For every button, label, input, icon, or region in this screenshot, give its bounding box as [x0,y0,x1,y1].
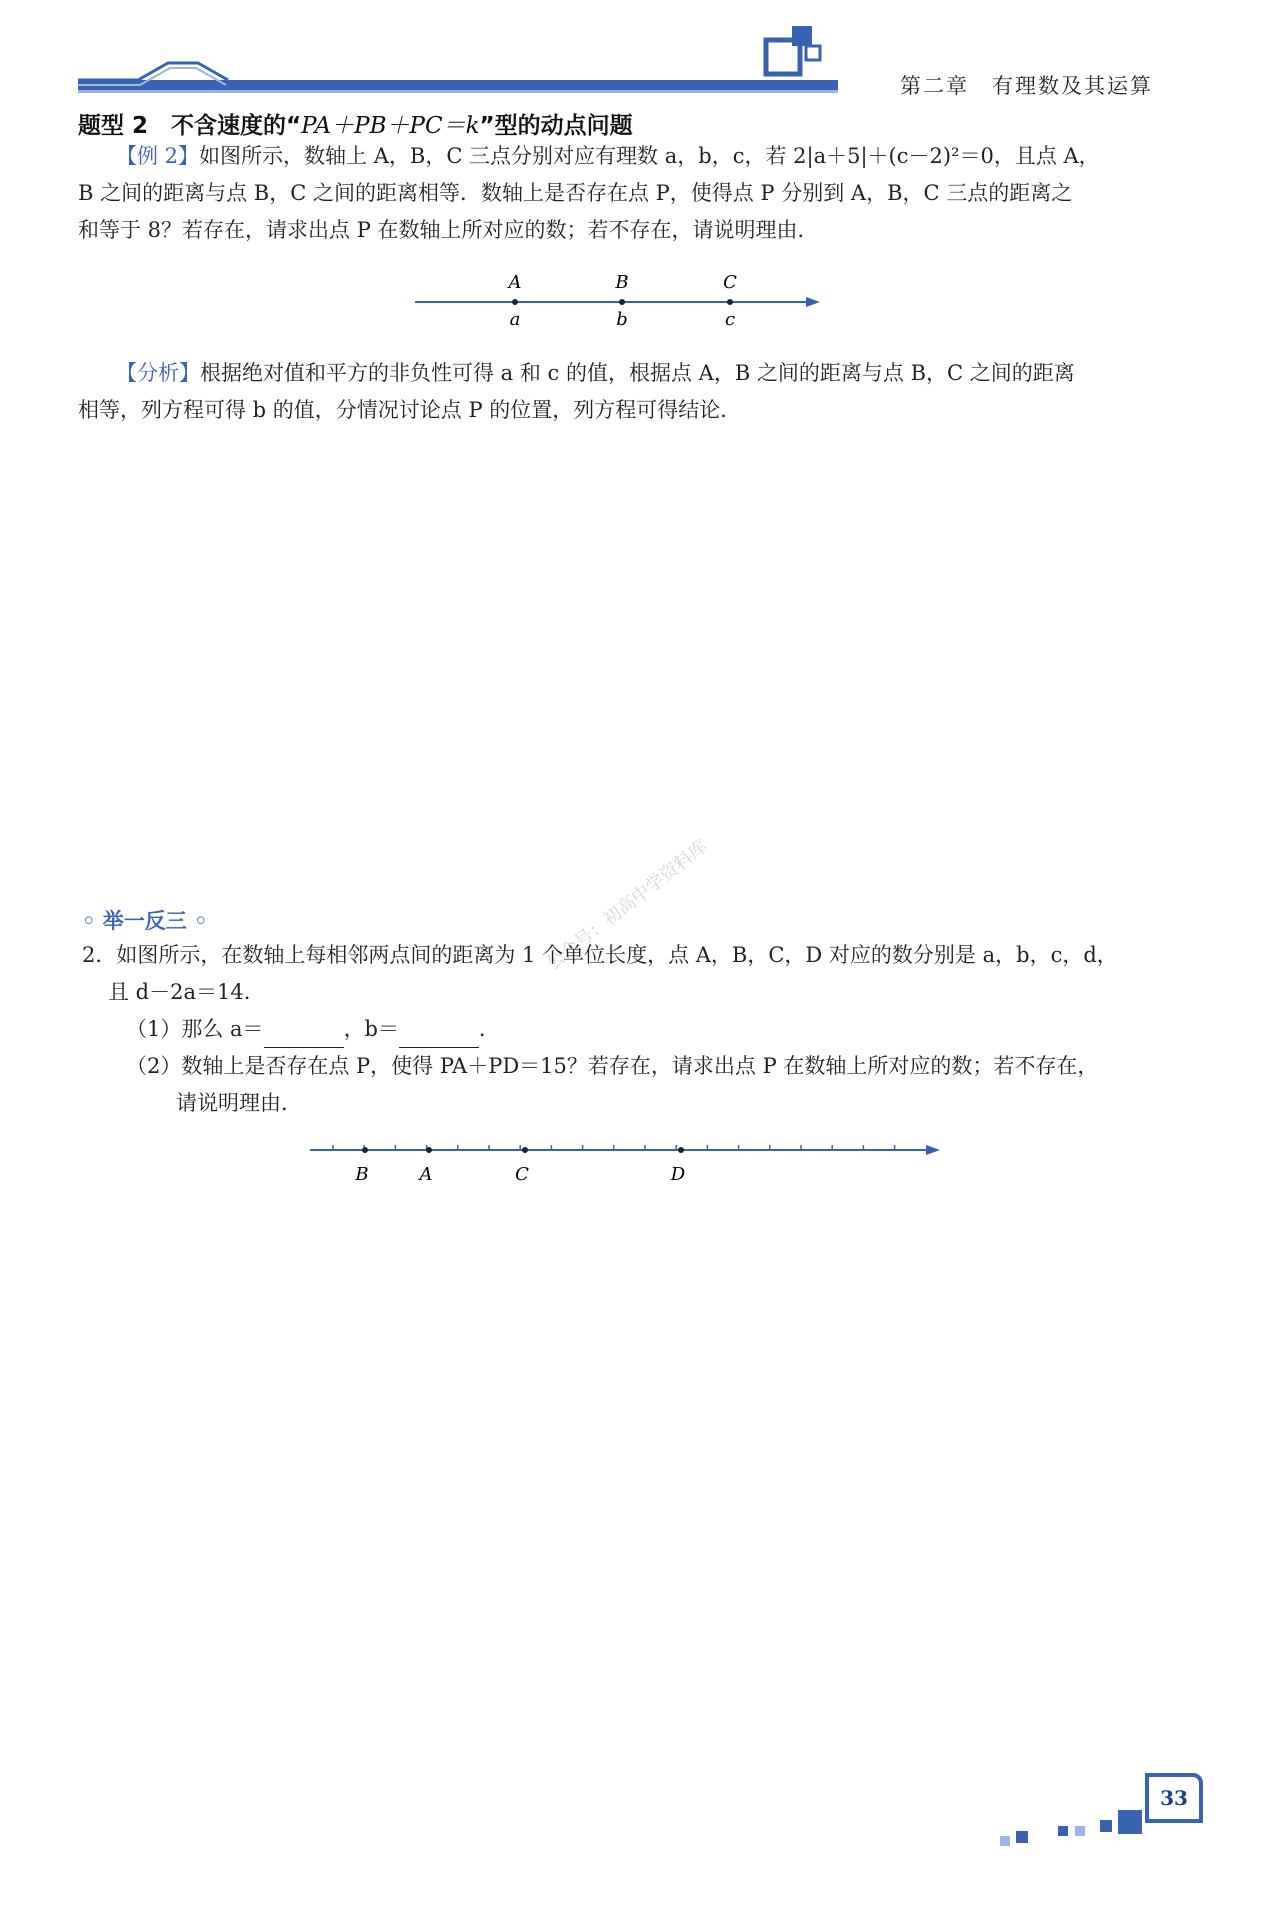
point-c-label: C [723,272,737,293]
footer-square [1000,1836,1010,1846]
point-b-label: B [615,272,629,293]
example-line-2: B 之间的距离与点 B，C 之间的距离相等．数轴上是否存在点 P，使得点 P 分别到 A，B，C 三点的距离之 [78,181,1073,205]
point-a-2 [418,1147,433,1185]
point-d-2-label: D [670,1164,686,1185]
point-a-2-label: A [419,1164,433,1185]
analysis-tag: 【分析】 [116,361,200,385]
practice-q2-line-1: （2）数轴上是否存在点 P，使得 PA＋PD＝15？若存在，请求出点 P 在数轴上所对应的数；若不存在， [126,1054,1099,1078]
example-tag: 【例 2】 [116,144,200,168]
footer-square [1058,1826,1068,1836]
practice-line-1 [78,937,1158,974]
practice-problem [78,937,1158,1122]
footer-square [1075,1826,1085,1836]
chapter-title: 第二章 有理数及其运算 [900,74,1153,98]
footer-square [1100,1820,1112,1832]
analysis-text-1: 根据绝对值和平方的非负性可得 a 和 c 的值，根据点 A，B 之间的距离与点 B，C 之间的距离 [200,361,1075,385]
page-number: 33 [1145,1773,1203,1823]
footer-square [1016,1831,1028,1843]
footer-square [1118,1810,1142,1834]
practice-line-2: 且 d－2a＝14． [108,980,265,1004]
analysis [78,355,1158,429]
point-c-2 [515,1147,529,1185]
answer-blank-b[interactable] [399,1023,479,1048]
section-title [78,107,633,140]
number-line-figure-2 [305,1130,945,1190]
point-c-2-label: C [515,1164,529,1185]
header-square-logo [760,22,830,82]
example-line-3: 和等于 8？若存在，请求出点 P 在数轴上所对应的数；若不存在，请说明理由． [78,218,819,242]
point-b-2-label: B [355,1164,369,1185]
analysis-line-2: 相等，列方程可得 b 的值，分情况讨论点 P 的位置，列方程可得结论． [78,398,742,422]
practice-q1 [78,1011,1158,1048]
answer-blank-a[interactable] [264,1023,344,1048]
point-a-value: a [509,309,521,330]
point-b-2 [354,1147,368,1185]
practice-q2-line-2: 请说明理由． [176,1091,302,1115]
analysis-line-1 [78,355,1158,392]
section-title-formula: PA＋PB＋PC＝k [301,113,480,139]
example-text-1: 如图所示，数轴上 A，B，C 三点分别对应有理数 a，b，c，若 2|a＋5|＋(c－2)²＝0，且点 A， [199,144,1100,168]
example-problem [78,138,1158,249]
number-line-figure-1 [410,270,830,340]
section-title-label: 题型 2 不含速度的“ [78,113,302,139]
example-line-1 [78,138,1158,175]
number-line-arrow [806,297,820,307]
point-d-2 [670,1147,686,1185]
watermark: 公众号：初高中学资料库 [542,836,712,975]
point-c-value: c [724,309,736,330]
practice-text-1: 如图所示，在数轴上每相邻两点间的距离为 1 个单位长度，点 A，B，C，D 对应的数分别是 a，b，c，d， [116,943,1118,967]
q1-prefix: （1）那么 a＝ [126,1017,264,1041]
section-title-suffix: ”型的动点问题 [479,113,633,139]
point-b-value: b [616,309,628,330]
q1-mid: ，b＝ [343,1017,400,1041]
practice-label: ◦ 举一反三 ◦ [82,909,208,933]
practice-number: 2． [82,943,117,967]
point-a-label: A [508,272,522,293]
header-wave-decoration [78,55,838,95]
q1-end: ． [479,1017,501,1041]
number-line-2-arrow [926,1145,940,1155]
